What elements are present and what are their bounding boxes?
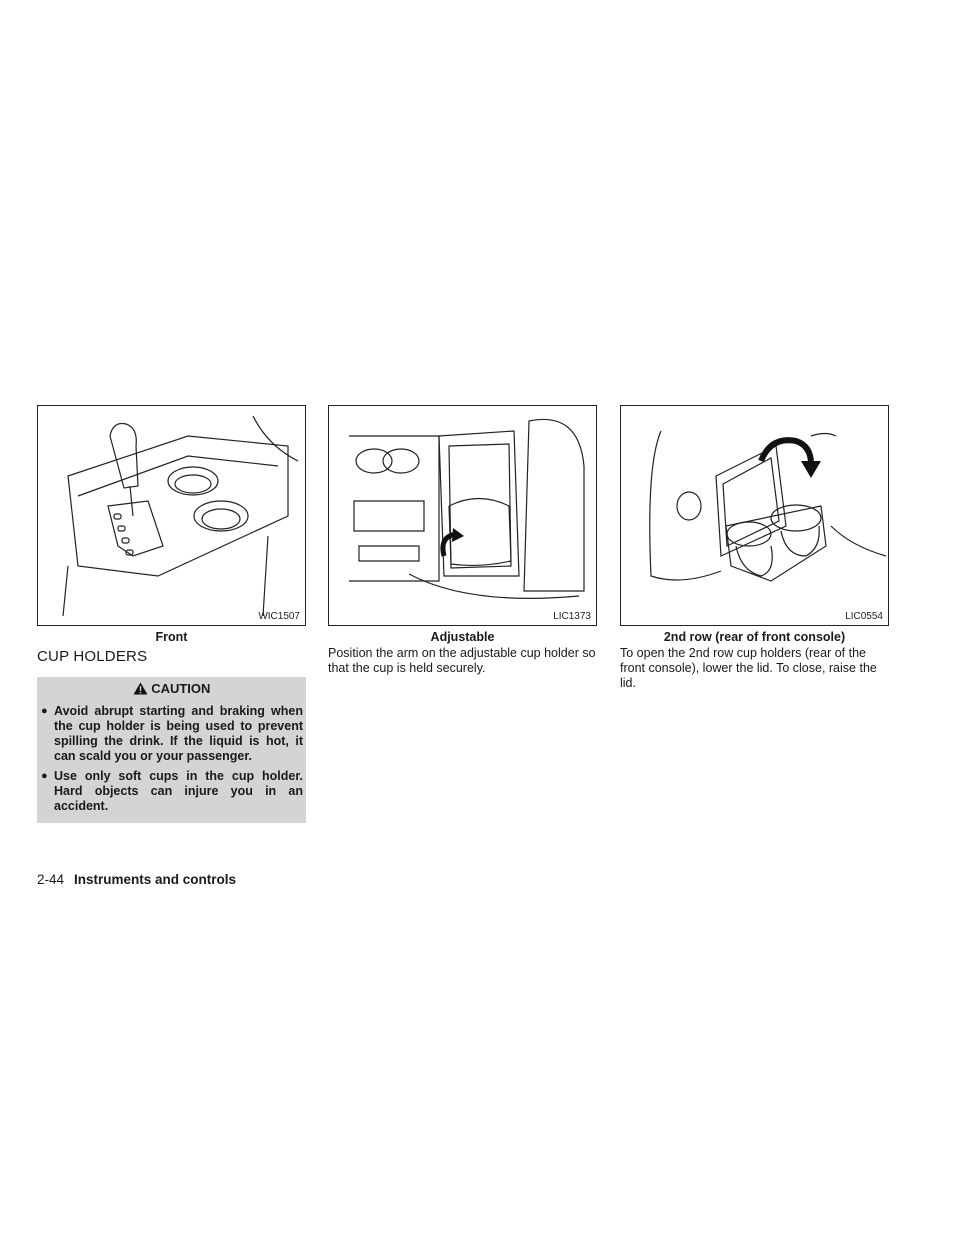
second-row-paragraph: To open the 2nd row cup holders (rear of the front console), lower the lid. To close, raise the lid. (620, 646, 877, 690)
column-second-row (620, 405, 889, 691)
bullet-icon: ● (41, 705, 48, 717)
front-console-drawing (38, 406, 305, 625)
adjustable-holder-drawing (329, 406, 596, 625)
figure-code: LIC0554 (845, 611, 883, 622)
column-front (37, 405, 306, 823)
section-title: CUP HOLDERS (37, 648, 148, 665)
caution-box (37, 677, 306, 823)
bullet-icon: ● (41, 770, 48, 782)
second-row-cup-holder-illustration (620, 405, 889, 626)
caution-list (37, 704, 306, 814)
footer-section-name: Instruments and controls (74, 872, 237, 887)
front-cup-holder-illustration (37, 405, 306, 626)
caution-text: Use only soft cups in the cup holder. Hard objects can injure you in an accident. (54, 769, 303, 813)
page-number: 2-44 (37, 872, 65, 887)
page-footer (37, 872, 236, 887)
adjustable-paragraph: Position the arm on the adjustable cup holder so that the cup is held securely. (328, 646, 596, 675)
figure-caption: Adjustable (430, 630, 495, 644)
warning-triangle-icon (133, 682, 148, 695)
figure-code: LIC1373 (553, 611, 591, 622)
figure-caption: Front (155, 630, 188, 644)
caution-label: CAUTION (151, 681, 211, 696)
figure-code: WIC1507 (258, 611, 300, 622)
figure-caption: 2nd row (rear of front console) (663, 630, 846, 644)
caution-item (37, 769, 306, 814)
column-adjustable (328, 405, 597, 676)
adjustable-cup-holder-illustration (328, 405, 597, 626)
caution-text: Avoid abrupt starting and braking when the cup holder is being used to prevent spilling the drink. If the liquid is hot, it can scald you or your passenger. (54, 704, 303, 763)
caution-item (37, 704, 306, 764)
second-row-holder-drawing (621, 406, 888, 625)
caution-heading (37, 677, 306, 698)
